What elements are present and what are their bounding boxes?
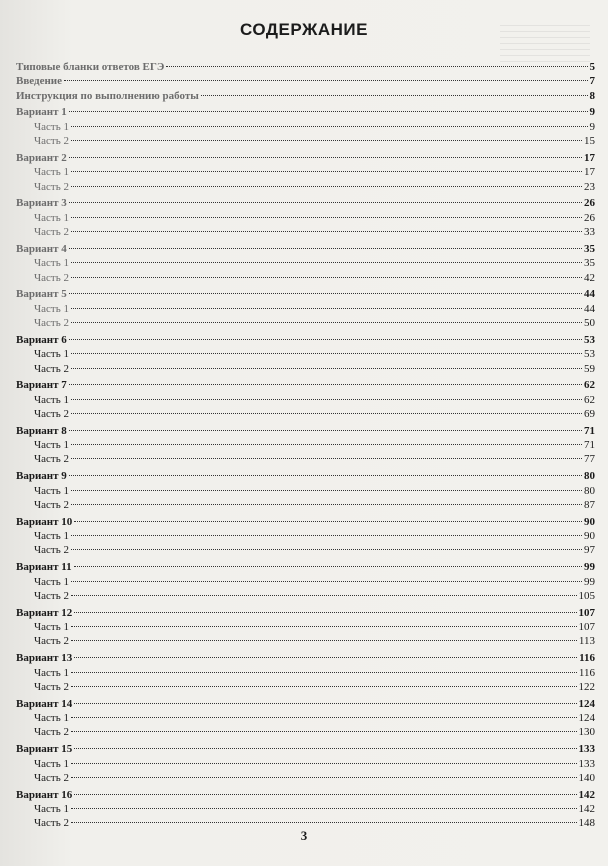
dot-leader (71, 808, 577, 809)
entry-label: Часть 1 (34, 712, 69, 725)
dot-leader (71, 731, 577, 732)
dot-leader (69, 475, 582, 476)
dot-leader (71, 277, 582, 278)
entry-label: Инструкция по выполнению работы (16, 89, 199, 102)
entry-page-number: 133 (578, 743, 595, 756)
toc-part-entry (16, 575, 595, 589)
toc-variant-entry (16, 333, 595, 347)
entry-page-number: 50 (584, 317, 595, 330)
dot-leader (74, 612, 576, 613)
toc-variant-entry (16, 287, 595, 301)
toc-part-entry (16, 134, 595, 148)
toc-part-entry (16, 316, 595, 330)
toc-variant-entry (16, 151, 595, 165)
dot-leader (166, 66, 587, 67)
dot-leader (74, 703, 576, 704)
entry-page-number: 23 (584, 180, 595, 193)
entry-label: Часть 1 (34, 166, 69, 179)
toc-part-entry (16, 589, 595, 603)
entry-label: Вариант 6 (16, 333, 67, 346)
entry-label: Вариант 4 (16, 242, 67, 255)
toc-variant-entry (16, 742, 595, 756)
toc-part-entry (16, 666, 595, 680)
entry-page-number: 140 (578, 771, 595, 784)
entry-page-number: 142 (578, 788, 595, 801)
entry-label: Часть 2 (34, 680, 69, 693)
toc-part-entry (16, 802, 595, 816)
entry-label: Часть 2 (34, 362, 69, 375)
entry-label: Часть 1 (34, 393, 69, 406)
entry-label: Часть 2 (34, 817, 69, 830)
entry-label: Часть 2 (34, 771, 69, 784)
entry-page-number: 122 (578, 680, 595, 693)
entry-page-number: 42 (584, 271, 595, 284)
toc-part-entry (16, 498, 595, 512)
dot-leader (69, 157, 582, 158)
toc-part-entry (16, 165, 595, 179)
entry-label: Часть 1 (34, 621, 69, 634)
entry-label: Часть 2 (34, 407, 69, 420)
toc-part-entry (16, 620, 595, 634)
entry-page-number: 133 (578, 757, 595, 770)
entry-label: Вариант 3 (16, 197, 67, 210)
entry-label: Часть 2 (34, 317, 69, 330)
dot-leader (71, 504, 582, 505)
dot-leader (71, 413, 582, 414)
toc-part-entry (16, 362, 595, 376)
entry-page-number: 90 (584, 515, 595, 528)
dot-leader (71, 353, 582, 354)
toc-entry (16, 60, 595, 74)
entry-page-number: 7 (589, 75, 595, 88)
entry-page-number: 26 (584, 211, 595, 224)
entry-page-number: 148 (578, 817, 595, 830)
toc-part-entry (16, 543, 595, 557)
toc-variant-entry (16, 560, 595, 574)
dot-leader (71, 490, 582, 491)
entry-label: Часть 2 (34, 544, 69, 557)
entry-page-number: 59 (584, 362, 595, 375)
entry-label: Часть 1 (34, 257, 69, 270)
page-title: СОДЕРЖАНИЕ (240, 20, 368, 39)
entry-label: Вариант 13 (16, 652, 73, 665)
entry-page-number: 116 (578, 666, 595, 679)
entry-label: Часть 1 (34, 120, 69, 133)
entry-label: Часть 2 (34, 589, 69, 602)
dot-leader (71, 217, 582, 218)
dot-leader (71, 322, 582, 323)
entry-page-number: 35 (584, 257, 595, 270)
toc-variant-entry (16, 469, 595, 483)
toc-part-entry (16, 452, 595, 466)
dot-leader (71, 763, 577, 764)
entry-page-number: 142 (578, 803, 595, 816)
entry-label: Введение (16, 75, 63, 88)
entry-label: Вариант 16 (16, 788, 73, 801)
dot-leader (71, 626, 577, 627)
entry-page-number: 44 (584, 288, 595, 301)
toc-part-entry (16, 438, 595, 452)
toc-variant-entry (16, 378, 595, 392)
entry-page-number: 9 (589, 106, 595, 119)
entry-page-number: 80 (584, 484, 595, 497)
entry-page-number: 53 (584, 348, 595, 361)
toc-variant-entry (16, 242, 595, 256)
entry-page-number: 69 (584, 407, 595, 420)
toc-variant-entry (16, 606, 595, 620)
entry-page-number: 130 (578, 726, 595, 739)
dot-leader (74, 566, 582, 567)
dot-leader (71, 717, 577, 718)
entry-page-number: 107 (578, 606, 595, 619)
entry-page-number: 124 (578, 697, 595, 710)
entry-label: Типовые бланки ответов ЕГЭ (16, 61, 165, 73)
dot-leader (71, 126, 588, 127)
toc-part-entry (16, 757, 595, 771)
toc-part-entry (16, 347, 595, 361)
entry-label: Часть 1 (34, 757, 69, 770)
dot-leader (71, 368, 582, 369)
dot-leader (71, 444, 582, 445)
entry-page-number: 35 (584, 242, 595, 255)
entry-page-number: 9 (589, 120, 595, 133)
dot-leader (71, 686, 577, 687)
toc-part-entry (16, 407, 595, 421)
toc-entry (16, 89, 595, 103)
dot-leader (71, 640, 577, 641)
entry-label: Вариант 15 (16, 743, 73, 756)
entry-page-number: 5 (589, 61, 595, 73)
toc-variant-entry (16, 651, 595, 665)
entry-page-number: 62 (584, 379, 595, 392)
entry-label: Часть 2 (34, 726, 69, 739)
entry-label: Часть 2 (34, 498, 69, 511)
entry-page-number: 71 (584, 424, 595, 437)
entry-label: Часть 1 (34, 803, 69, 816)
entry-page-number: 124 (578, 712, 595, 725)
entry-page-number: 53 (584, 333, 595, 346)
dot-leader (71, 231, 582, 232)
entry-page-number: 77 (584, 453, 595, 466)
toc-part-entry (16, 256, 595, 270)
toc-part-entry (16, 680, 595, 694)
toc-part-entry (16, 120, 595, 134)
toc-entry (16, 74, 595, 88)
dot-leader (64, 80, 587, 81)
entry-label: Часть 2 (34, 135, 69, 148)
entry-page-number: 26 (584, 197, 595, 210)
entry-label: Вариант 2 (16, 151, 67, 164)
entry-page-number: 99 (584, 561, 595, 574)
dot-leader (71, 581, 582, 582)
entry-label: Часть 2 (34, 271, 69, 284)
entry-page-number: 17 (584, 166, 595, 179)
entry-page-number: 62 (584, 393, 595, 406)
toc-part-entry (16, 725, 595, 739)
entry-page-number: 87 (584, 498, 595, 511)
dot-leader (74, 657, 577, 658)
entry-page-number: 107 (578, 621, 595, 634)
toc-part-entry (16, 211, 595, 225)
dot-leader (71, 549, 582, 550)
entry-page-number: 17 (584, 151, 595, 164)
entry-label: Часть 2 (34, 453, 69, 466)
dot-leader (71, 140, 582, 141)
entry-label: Вариант 9 (16, 470, 67, 483)
entry-label: Часть 2 (34, 226, 69, 239)
dot-leader (71, 777, 577, 778)
entry-page-number: 33 (584, 226, 595, 239)
entry-page-number: 8 (589, 89, 595, 102)
table-of-contents (16, 60, 595, 831)
toc-variant-entry (16, 788, 595, 802)
entry-page-number: 97 (584, 544, 595, 557)
toc-part-entry (16, 529, 595, 543)
dot-leader (201, 95, 588, 96)
dot-leader (71, 308, 582, 309)
entry-page-number: 116 (579, 652, 595, 665)
dot-leader (69, 339, 582, 340)
dot-leader (71, 822, 577, 823)
dot-leader (71, 458, 582, 459)
toc-part-entry (16, 302, 595, 316)
toc-part-entry (16, 634, 595, 648)
dot-leader (71, 672, 577, 673)
entry-label: Вариант 8 (16, 424, 67, 437)
entry-label: Часть 1 (34, 211, 69, 224)
dot-leader (71, 186, 582, 187)
entry-page-number: 80 (584, 470, 595, 483)
dot-leader (69, 384, 582, 385)
entry-label: Часть 1 (34, 530, 69, 543)
entry-page-number: 71 (584, 439, 595, 452)
dot-leader (74, 521, 582, 522)
toc-part-entry (16, 711, 595, 725)
entry-label: Вариант 5 (16, 288, 67, 301)
toc-part-entry (16, 393, 595, 407)
toc-variant-entry (16, 424, 595, 438)
entry-label: Часть 1 (34, 302, 69, 315)
entry-label: Вариант 7 (16, 379, 67, 392)
toc-part-entry (16, 484, 595, 498)
toc-variant-entry (16, 697, 595, 711)
dot-leader (69, 202, 582, 203)
toc-part-entry (16, 271, 595, 285)
dot-leader (69, 430, 582, 431)
entry-page-number: 15 (584, 135, 595, 148)
toc-variant-entry (16, 515, 595, 529)
page-number: 3 (300, 828, 308, 843)
entry-page-number: 44 (584, 302, 595, 315)
dot-leader (69, 111, 588, 112)
dot-leader (69, 248, 582, 249)
toc-variant-entry (16, 196, 595, 210)
dot-leader (71, 262, 582, 263)
dot-leader (71, 595, 577, 596)
entry-label: Часть 1 (34, 348, 69, 361)
dot-leader (74, 748, 576, 749)
toc-part-entry (16, 180, 595, 194)
dot-leader (71, 535, 582, 536)
entry-page-number: 113 (578, 635, 595, 648)
entry-label: Вариант 11 (16, 561, 72, 574)
dot-leader (74, 794, 576, 795)
entry-page-number: 99 (584, 575, 595, 588)
toc-variant-entry (16, 105, 595, 119)
entry-page-number: 105 (578, 589, 595, 602)
entry-label: Часть 1 (34, 439, 69, 452)
entry-label: Вариант 12 (16, 606, 73, 619)
dot-leader (71, 399, 582, 400)
entry-label: Вариант 1 (16, 106, 67, 119)
dot-leader (69, 293, 582, 294)
entry-label: Часть 1 (34, 666, 69, 679)
entry-label: Часть 1 (34, 575, 69, 588)
toc-part-entry (16, 225, 595, 239)
entry-label: Вариант 10 (16, 515, 73, 528)
entry-label: Часть 2 (34, 635, 69, 648)
entry-label: Вариант 14 (16, 697, 73, 710)
dot-leader (71, 171, 582, 172)
entry-label: Часть 2 (34, 180, 69, 193)
entry-page-number: 90 (584, 530, 595, 543)
entry-label: Часть 1 (34, 484, 69, 497)
toc-part-entry (16, 771, 595, 785)
